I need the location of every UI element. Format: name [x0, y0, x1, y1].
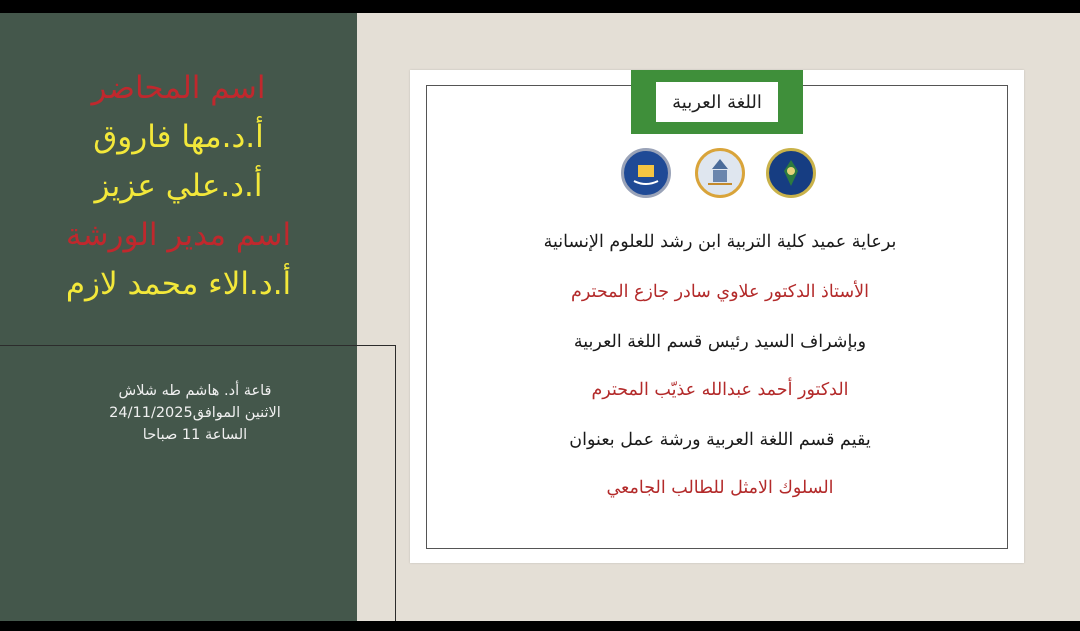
- lecturer-name-2: أ.د.علي عزيز: [94, 168, 263, 204]
- workshop-manager-name: أ.د.الاء محمد لازم: [65, 266, 292, 302]
- patronage-line: برعاية عميد كلية التربية ابن رشد للعلوم الإنسانية: [543, 232, 897, 252]
- top-black-bar: [0, 0, 1080, 13]
- supervision-line: وبإشراف السيد رئيس قسم اللغة العربية: [573, 332, 867, 352]
- event-hall: قاعة أد. هاشم طه شلاش: [118, 383, 272, 399]
- lecturer-heading: اسم المحاضر: [91, 70, 266, 106]
- workshop-manager-heading: اسم مدير الورشة: [65, 217, 292, 253]
- speakers-list: [0, 64, 357, 309]
- event-date: الاثنين الموافق24/11/2025: [109, 405, 281, 421]
- bottom-black-bar: [0, 621, 1080, 631]
- lecturer-name-1: أ.د.مها فاروق: [93, 119, 264, 155]
- head-of-department-name: الدكتور أحمد عبدالله عذيّب المحترم: [591, 380, 849, 400]
- event-info: [60, 380, 330, 446]
- dean-name: الأستاذ الدكتور علاوي سادر جازع المحترم: [571, 282, 869, 302]
- department-emblem-icon: [621, 148, 671, 198]
- college-emblem-icon: [766, 148, 816, 198]
- workshop-announcement: يقيم قسم اللغة العربية ورشة عمل بعنوان: [569, 430, 871, 450]
- logo-calligraphy: اللغة العربية: [656, 82, 778, 122]
- workshop-title: السلوك الامثل للطالب الجامعي: [606, 478, 834, 498]
- event-time: الساعة 11 صباحا: [142, 427, 248, 443]
- university-emblem-icon: [695, 148, 745, 198]
